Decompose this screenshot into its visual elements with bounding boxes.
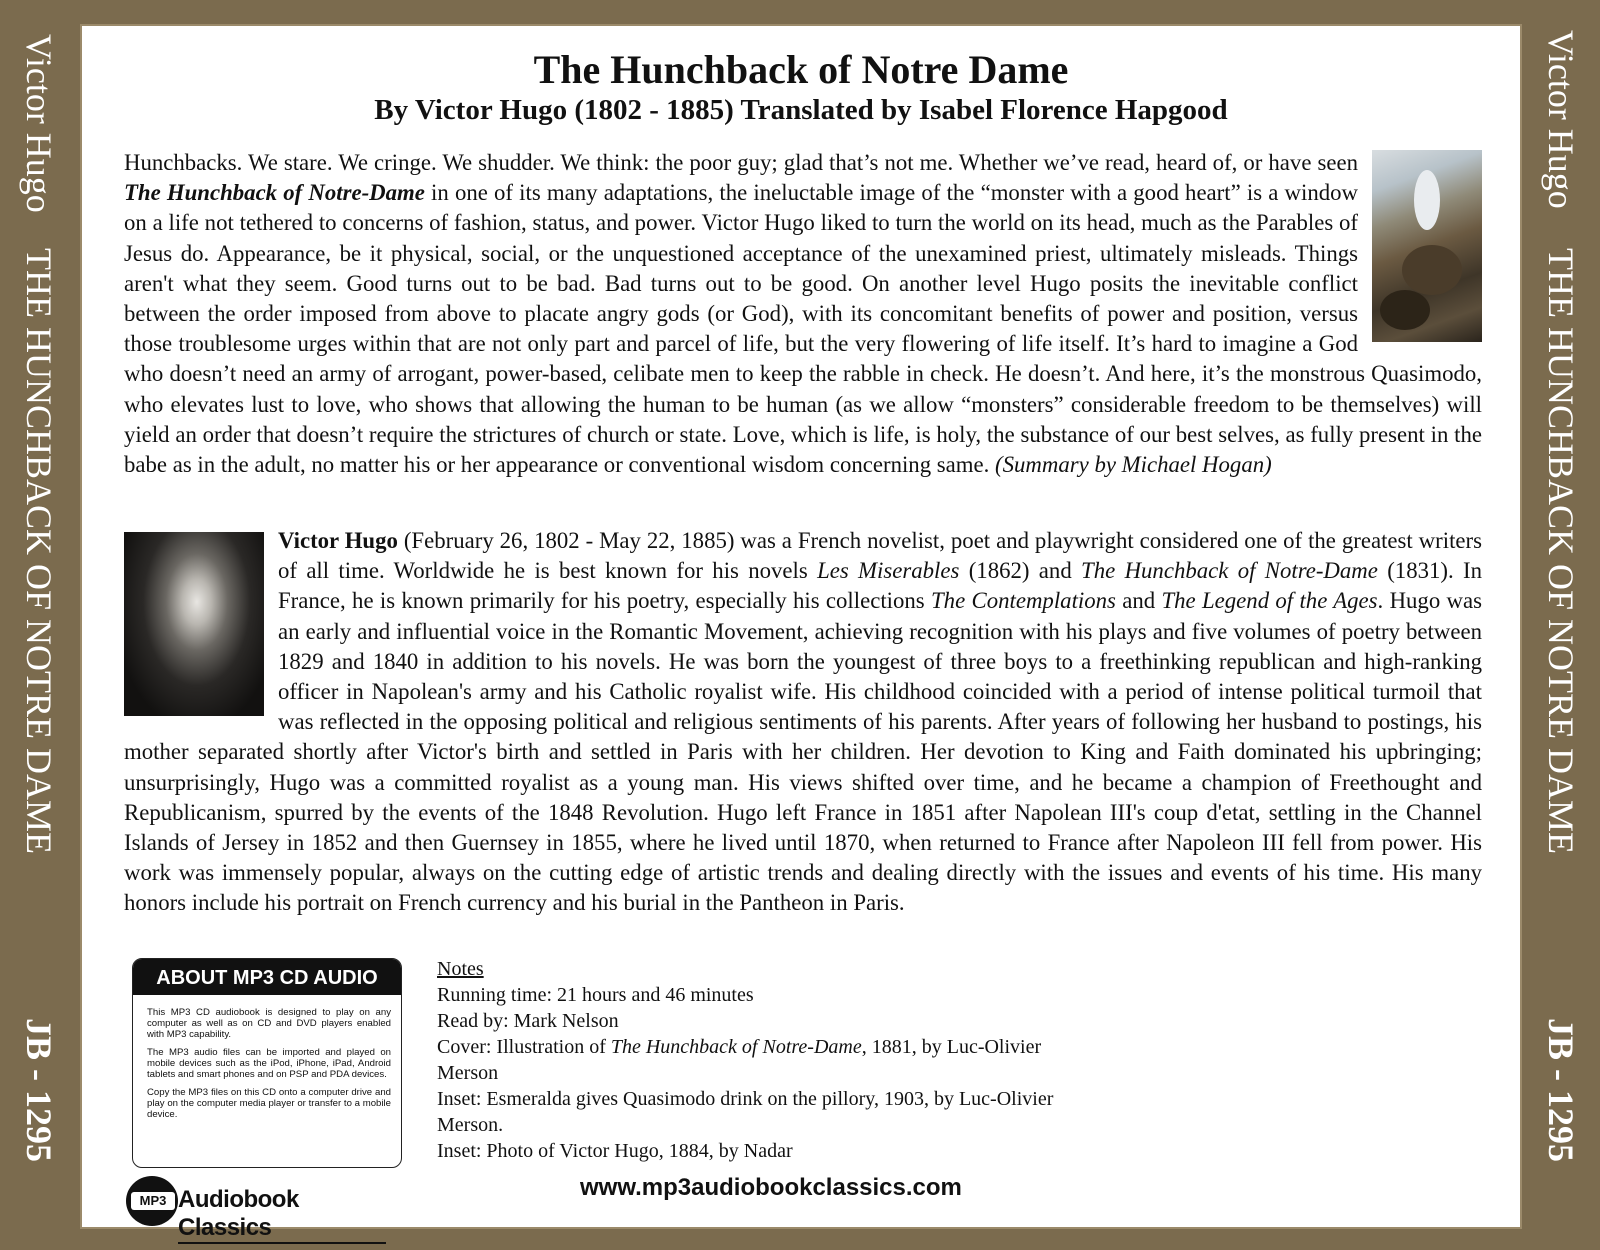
spine-author: Victor Hugo: [19, 34, 59, 213]
victor-hugo-portrait: [124, 532, 264, 716]
spine-title: THE HUNCHBACK OF NOTRE DAME: [19, 248, 59, 855]
summary-paragraph: Hunchbacks. We stare. We cringe. We shudder. We think: the poor guy; glad that’s not me. Whether we’ve read, heard of, or have seen The Hunchback of Notre-Dame in one of its many adaptations, the ineluctable image of the “monster with a good heart” is a window on a life not tethered to concerns of fashion, status, and power. Victor Hugo liked to turn the world on its head, much as the Parables of Jesus do. Appearance, be it physical, social, or the unquestioned acceptance of the unexamined priest, ultimately misleads. Things aren't what they seem. Good turns out to be bad. Bad turns out to be good. On another level Hugo posits the inevitable conflict between the order imposed from above to placate angry gods (or God), with its concomitant benefits of power and position, versus those troublesome urges within that are not only part and parcel of life, but the very flowering of life itself. It’s hard to imagine a God who doesn’t need an army of arrogant, power-based, celibate men to keep the rabble in check. He doesn’t. And here, it’s the monstrous Quasimodo, who elevates lust to love, who shows that allowing the human to be human (as we allow “monsters” considerable freedom to be themselves) will yield an order that doesn’t require the strictures of church or state. Love, which is life, is holy, the substance of our best selves, as fully present in the babe as in the adult, no matter his or her appearance or conventional wisdom concerning same. (Summary by Michael Hogan): [124, 150, 1482, 478]
esmeralda-inset-illustration: [1372, 150, 1482, 342]
about-mp3-box: [132, 958, 402, 1168]
mp3-disc-icon: MP3: [126, 1176, 178, 1226]
back-cover-panel: [80, 24, 1522, 1241]
notes-section: [437, 956, 1097, 1164]
website-url: www.mp3audiobookclassics.com: [580, 1174, 962, 1201]
spine-author: Victor Hugo: [1541, 30, 1581, 209]
audiobook-classics-logo: [126, 1176, 386, 1241]
spine-catalog: JB - 1295: [1541, 1018, 1581, 1162]
cover-credit: Cover: Illustration of The Hunchback of Notre-Dame, 1881, by Luc-Olivier Merson: [437, 1036, 1042, 1084]
notes-heading: Notes: [437, 958, 484, 980]
spine-title: THE HUNCHBACK OF NOTRE DAME: [1541, 248, 1581, 855]
right-spine: [1522, 0, 1600, 1250]
about-text-2: The MP3 audio files can be imported and played on mobile devices such as the iPod, iPhone, iPad, Android tablets and smart phones and on PSP and PDA devices.: [147, 1047, 391, 1080]
biography-paragraph: Victor Hugo (February 26, 1802 - May 22, 1885) was a French novelist, poet and playwright considered one of the greatest writers of all time. Worldwide he is best known for his novels Les Miserables (1862) and The Hunchback of Notre-Dame (1831). In France, he is known primarily for his poetry, especially his collections The Contemplations and The Legend of the Ages. Hugo was an early and influential voice in the Romantic Movement, achieving recognition with his plays and five volumes of poetry between 1829 and 1840 in addition to his novels. He was born the youngest of three boys to a freethinking republican and high-ranking officer in Napolean's army and his Catholic royalist wife. His childhood coincided with a period of intense political turmoil that was reflected in the opposing political and religious sentiments of his parents. After years of following her husband to postings, his mother separated shortly after Victor's birth and settled in Paris with her children. Her devotion to King and Faith dominated his upbringing; unsurprisingly, Hugo was a committed royalist as a young man. His views shifted over time, and he became a champion of Freethought and Republicanism, spurred by the events of the 1848 Revolution. Hugo left France in 1851 after Napolean III's coup d'etat, settling in the Channel Islands of Jersey in 1852 and then Guernsey in 1855, where he lived until 1870, when returned to France after Napoleon III fell from power. His work was immensely popular, always on the cutting edge of artistic trends and dealing directly with the issues and events of his time. His many honors include his portrait on French currency and his burial in the Pantheon in Paris.: [124, 528, 1482, 916]
book-title: The Hunchback of Notre Dame: [533, 47, 1069, 92]
book-subtitle: By Victor Hugo (1802 - 1885) Translated by Isabel Florence Hapgood: [374, 94, 1228, 126]
inset-credit-1: Inset: Esmeralda gives Quasimodo drink on the pillory, 1903, by Luc-Olivier Merson.: [437, 1088, 1054, 1136]
running-time: Running time: 21 hours and 46 minutes: [437, 984, 754, 1006]
summary-credit: (Summary by Michael Hogan): [995, 452, 1272, 478]
spine-catalog: JB - 1295: [19, 1018, 59, 1162]
about-text-3: Copy the MP3 files on this CD onto a computer drive and play on the computer media player or transfer to a mobile device.: [147, 1087, 391, 1120]
about-text-1: This MP3 CD audiobook is designed to play on any computer as well as on CD and DVD players enabled with MP3 capability.: [147, 1007, 391, 1040]
summary-book-title: The Hunchback of Notre-Dame: [124, 180, 425, 206]
bio-name: Victor Hugo: [278, 528, 398, 553]
inset-credit-2: Inset: Photo of Victor Hugo, 1884, by Nadar: [437, 1140, 793, 1162]
read-by: Read by: Mark Nelson: [437, 1010, 619, 1032]
left-spine: [0, 0, 78, 1250]
about-heading: ABOUT MP3 CD AUDIO: [133, 959, 401, 995]
brand-name: Audiobook Classics: [178, 1186, 386, 1244]
